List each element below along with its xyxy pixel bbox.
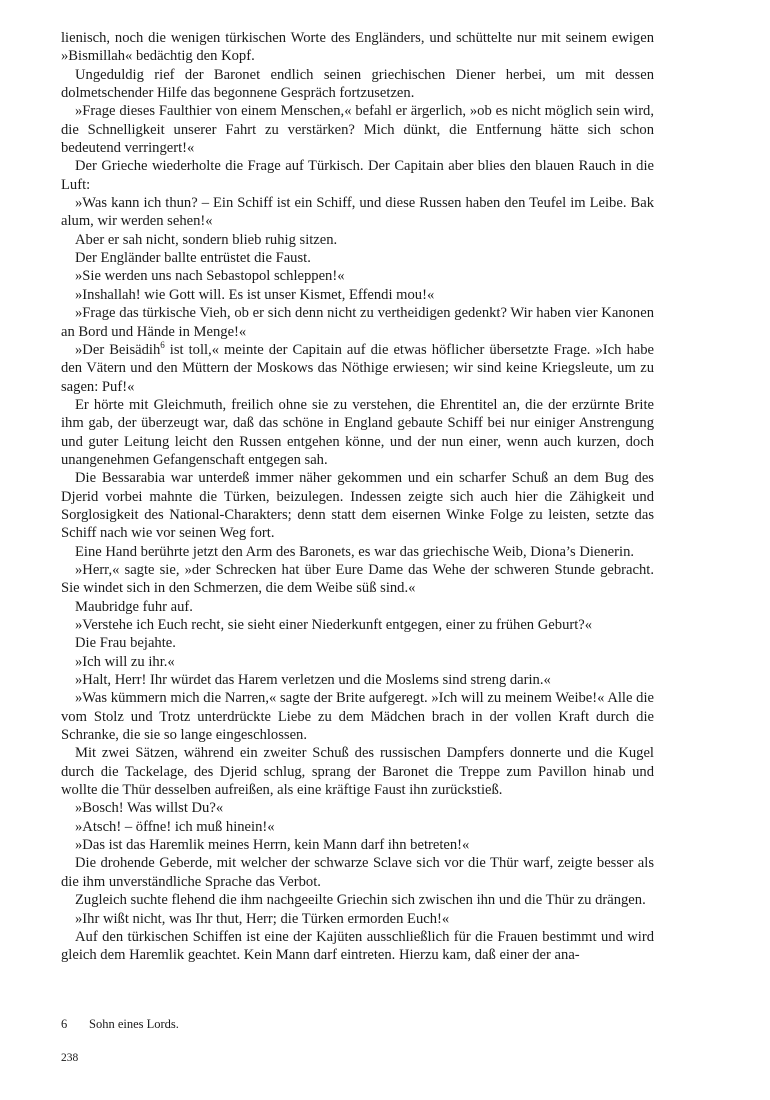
paragraph: »Herr,« sagte sie, »der Schrecken hat über Eure Dame das Wehe der schweren Stunde gebracht. Sie windet sich in den Schmerzen, die dem Weibe süß sind.« <box>61 561 654 597</box>
footnote-reference: 6 <box>160 339 165 350</box>
paragraph: »Halt, Herr! Ihr würdet das Harem verletzen und die Moslems sind streng darin.« <box>75 672 551 689</box>
paragraph: Der Grieche wiederholte die Frage auf Türkisch. Der Capitain aber blies den blauen Rauch in die Luft: <box>61 158 654 193</box>
footnote-text: Sohn eines Lords. <box>89 1017 179 1031</box>
paragraph-with-footnote-ref <box>61 341 654 396</box>
paragraph: Der Engländer ballte entrüstet die Faust. <box>75 250 311 267</box>
paragraph: »Das ist das Haremlik meines Herrn, kein Mann darf ihn betreten!« <box>75 837 470 854</box>
paragraph: Ungeduldig rief der Baronet endlich seinen griechischen Diener herbei, um mit dessen dolmetschender Hilfe das begonnene Gespräch fortzusetzen. <box>61 66 654 102</box>
paragraph: lienisch, noch die wenigen türkischen Worte des Engländers, und schüttelte nur mit seinem ewigen »Bismillah« bedächtig den Kopf. <box>61 30 654 65</box>
paragraph-text: ist toll,« meinte der Capitain auf die etwas höflicher übersetzte Frage. »Ich habe den Vätern und den Müttern der Moskows das Nöthige erwiesen; wir sind keine Kriegsleute, um zu sagen: Puf!« <box>61 341 654 395</box>
body-text <box>61 29 654 965</box>
paragraph: Auf den türkischen Schiffen ist eine der Kajüten ausschließlich für die Frauen bestimmt und wird gleich dem Haremlik geachtet. Kein Mann darf eintreten. Hierzu kam, daß einer der ana- <box>61 928 654 964</box>
paragraph: »Was kümmern mich die Narren,« sagte der Brite aufgeregt. »Ich will zu meinem Weibe!« Alle die vom Stolz und Trotz unterdrückte Liebe zu dem Mädchen brach in der vollen Kraft durch die Schranke, die sie so lange eingeschlossen. <box>61 690 654 744</box>
page-number: 238 <box>61 1052 79 1064</box>
paragraph-text: »Der Beisädih <box>75 341 161 358</box>
paragraph: Die Bessarabia war unterdeß immer näher gekommen und ein scharfer Schuß an dem Bug des Djerid vorbei mahnte die Türken, beizulegen. Indessen zeigte sich auch hier die Zähigkeit und Sorglosigkeit des National-Charakters; denn statt dem eisernen Winke Folge zu leisten, setzte das Schiff nach wie vor seinen Weg fort. <box>61 470 654 542</box>
paragraph: Die Frau bejahte. <box>75 635 176 652</box>
footnote-number: 6 <box>61 1017 68 1031</box>
paragraph: Mit zwei Sätzen, während ein zweiter Schuß des russischen Dampfers donnerte und die Kugel durch die Tackelage, des Djerid schlug, sprang der Baronet die Treppe zum Pavillon hinab und wollte die Thür desselben aufreißen, als eine kräftige Faust ihn zurückstieß. <box>61 745 654 799</box>
paragraph: Eine Hand berührte jetzt den Arm des Baronets, es war das griechische Weib, Diona’s Dienerin. <box>75 543 635 560</box>
paragraph: »Verstehe ich Euch recht, sie sieht einer Niederkunft entgegen, einer zu frühen Geburt?« <box>75 617 593 633</box>
paragraph: »Ich will zu ihr.« <box>75 653 175 670</box>
paragraph: »Inshallah! wie Gott will. Es ist unser Kismet, Effendi mou!« <box>75 286 435 303</box>
footnote <box>61 1017 179 1032</box>
paragraph: »Atsch! – öffne! ich muß hinein!« <box>75 818 275 835</box>
paragraph: »Ihr wißt nicht, was Ihr thut, Herr; die Türken ermorden Euch!« <box>75 910 450 927</box>
paragraph: Die drohende Geberde, mit welcher der schwarze Sclave sich vor die Thür warf, zeigte besser als die ihm unverständliche Sprache das Verbot. <box>61 855 654 890</box>
paragraph: »Bosch! Was willst Du?« <box>75 800 224 817</box>
paragraph: »Frage dieses Faulthier von einem Menschen,« befahl er ärgerlich, »ob es nicht möglich sein wird, die Schnelligkeit unserer Fahrt zu verstärken? Mich dünkt, die Entfernung hätte sich schon bedeutend verringert!« <box>61 103 654 157</box>
page-content <box>61 29 654 965</box>
paragraph: »Sie werden uns nach Sebastopol schleppen!« <box>75 268 345 285</box>
paragraph: Aber er sah nicht, sondern blieb ruhig sitzen. <box>75 231 338 248</box>
paragraph: »Was kann ich thun? – Ein Schiff ist ein Schiff, und diese Russen haben den Teufel im Leibe. Bak alum, wir werden sehen!« <box>61 195 654 230</box>
paragraph: Zugleich suchte flehend die ihm nachgeeilte Griechin sich zwischen ihn und die Thür zu drängen. <box>75 892 646 909</box>
paragraph: »Frage das türkische Vieh, ob er sich denn nicht zu vertheidigen gedenkt? Wir haben vier Kanonen an Bord und Hände in Menge!« <box>61 305 654 340</box>
paragraph: Maubridge fuhr auf. <box>75 598 193 615</box>
paragraph: Er hörte mit Gleichmuth, freilich ohne sie zu verstehen, die Ehrentitel an, die der erzürnte Brite ihm gab, der überzeugt war, daß das schöne in England gebaute Schiff bei nur einiger Anstrengung und guter Leitung leicht den Russen entgehen könne, und der nun einer, wenn auch kurzen, doch unangenehmen Gefangenschaft entgegen sah. <box>61 396 654 468</box>
